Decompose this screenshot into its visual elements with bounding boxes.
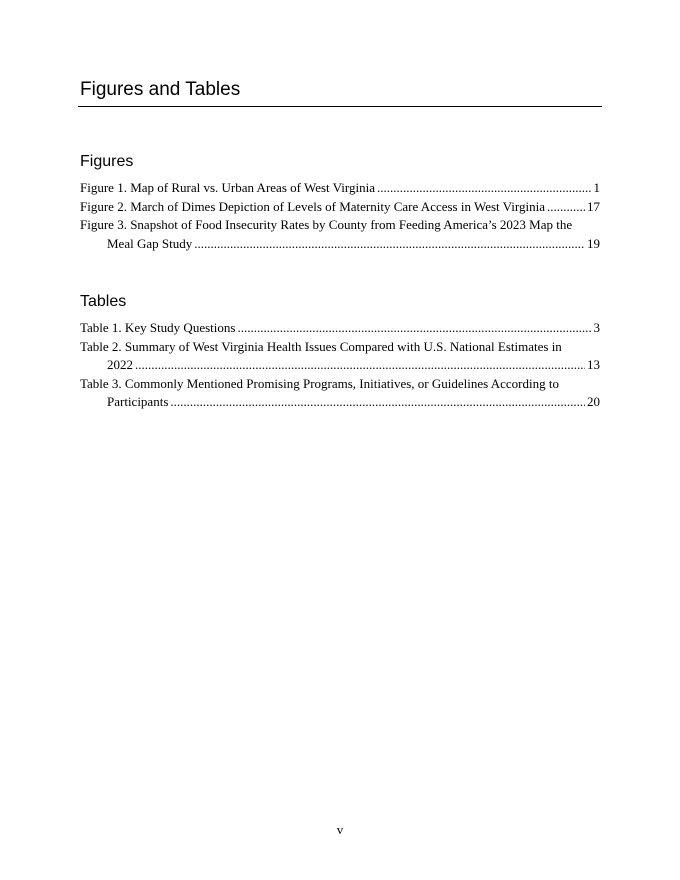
dot-leader — [237, 319, 591, 338]
entry-page-number: 19 — [587, 235, 600, 251]
entry-text: Meal Gap Study — [107, 235, 193, 251]
entry-text: Participants — [107, 394, 169, 409]
entry-text: Table 3. Commonly Mentioned Promising Programs, Initiatives, or Guidelines According to — [80, 375, 559, 391]
entry-text: Table 2. Summary of West Virginia Health Issues Compared with U.S. National Estimates in — [80, 338, 562, 354]
dot-leader — [377, 179, 592, 198]
title-divider — [78, 106, 602, 107]
figure-entry[interactable] — [80, 216, 600, 253]
entry-line — [80, 375, 600, 394]
entry-text: Table 1. Key Study Questions — [80, 320, 236, 335]
entry-text: Figure 1. Map of Rural vs. Urban Areas of West Virginia — [80, 180, 375, 195]
dot-leader — [135, 356, 585, 375]
entry-text: 2022 — [107, 357, 133, 372]
table-entry[interactable] — [80, 375, 600, 412]
entry-line — [80, 216, 600, 235]
entry-page-number: 20 — [587, 394, 600, 409]
entry-text: Figure 2. March of Dimes Depiction of Levels of Maternity Care Access in West Virginia — [80, 198, 545, 214]
page-number-footer: v — [336, 822, 344, 837]
entry-page-number: 13 — [587, 357, 600, 372]
entry-line — [80, 198, 600, 217]
tables-list — [80, 319, 600, 412]
entry-page-number: 1 — [593, 180, 600, 195]
entry-line-continued — [80, 356, 600, 375]
table-entry[interactable] — [80, 338, 600, 375]
dot-leader — [170, 393, 585, 412]
entry-page-number: 17 — [587, 198, 600, 214]
page-title: Figures and Tables — [80, 79, 241, 100]
entry-line — [80, 179, 600, 198]
entry-line-continued — [80, 235, 600, 254]
table-entry[interactable] — [80, 319, 600, 338]
entry-line — [80, 319, 600, 338]
tables-heading: Tables — [80, 293, 127, 310]
figure-entry[interactable] — [80, 198, 600, 217]
entry-page-number: 3 — [593, 320, 600, 335]
entry-text: Figure 3. Snapshot of Food Insecurity Rates by County from Feeding America’s 2023 Map the — [80, 217, 573, 232]
entry-line — [80, 338, 600, 357]
figures-list — [80, 179, 600, 253]
figures-heading: Figures — [80, 153, 134, 170]
figure-entry[interactable] — [80, 179, 600, 198]
dot-leader — [547, 198, 585, 217]
entry-line-continued — [80, 393, 600, 412]
dot-leader — [194, 235, 585, 254]
